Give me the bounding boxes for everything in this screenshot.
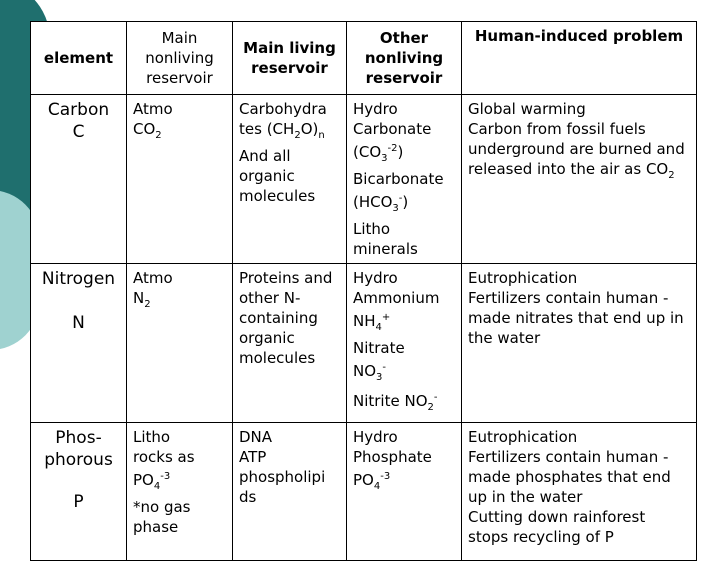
element-symbol: P (73, 492, 84, 512)
header-main-nonliving: Main nonliving reservoir (127, 22, 233, 95)
nitrogen-human-problem: Eutrophication Fertilizers contain human -made nitrates that end up in the water (462, 264, 697, 423)
nutrient-cycles-table (30, 21, 697, 561)
carbon-human-problem: Global warming Carbon from fossil fuels underground are burned and released into the air as $CO_2$ (462, 95, 697, 264)
element-symbol: C (72, 122, 85, 142)
nitrogen-other-nonliving: Hydro Ammonium $NH_4^+$ Nitrate $NO_3^-$ Nitrite $NO_2^-$ (347, 264, 462, 423)
header-human-problem: Human-induced problem (462, 22, 697, 95)
phosphorous-main-nonliving: Litho rocks as $PO_4^{-3}$ *no gas phase (127, 423, 233, 561)
header-element: element (31, 22, 127, 95)
carbon-main-living: Carbohydra tes $(CH_2O)_n$ And all organic molecules (233, 95, 347, 264)
table-row-nitrogen (31, 264, 697, 423)
nitrogen-main-living: Proteins and other N-containing organic molecules (233, 264, 347, 423)
element-name: phorous (44, 450, 113, 470)
nitrogen-main-nonliving: Atmo $N_2$ (127, 264, 233, 423)
element-name: Phos- (55, 428, 102, 448)
carbon-other-nonliving: Hydro Carbonate $(CO_3^{-2})$ Bicarbonate $(HCO_3^-)$ Litho minerals (347, 95, 462, 264)
header-row (31, 22, 697, 95)
phosphorous-other-nonliving: Hydro Phosphate $PO_4^{-3}$ (347, 423, 462, 561)
element-name: Carbon (47, 100, 110, 120)
header-main-living: Main living reservoir (233, 22, 347, 95)
carbon-main-nonliving: Atmo $CO_2$ (127, 95, 233, 264)
element-name: Nitrogen (41, 269, 116, 289)
element-symbol: N (72, 313, 85, 333)
element-carbon (31, 95, 127, 264)
table-row-carbon (31, 95, 697, 264)
phosphorous-human-problem: Eutrophication Fertilizers contain human -made phosphates that end up in the water Cutting down rainforest stops recycling of P (462, 423, 697, 561)
header-other-nonliving: Other nonliving reservoir (347, 22, 462, 95)
element-nitrogen (31, 264, 127, 423)
phosphorous-main-living: DNA ATP phospholipi ds (233, 423, 347, 561)
